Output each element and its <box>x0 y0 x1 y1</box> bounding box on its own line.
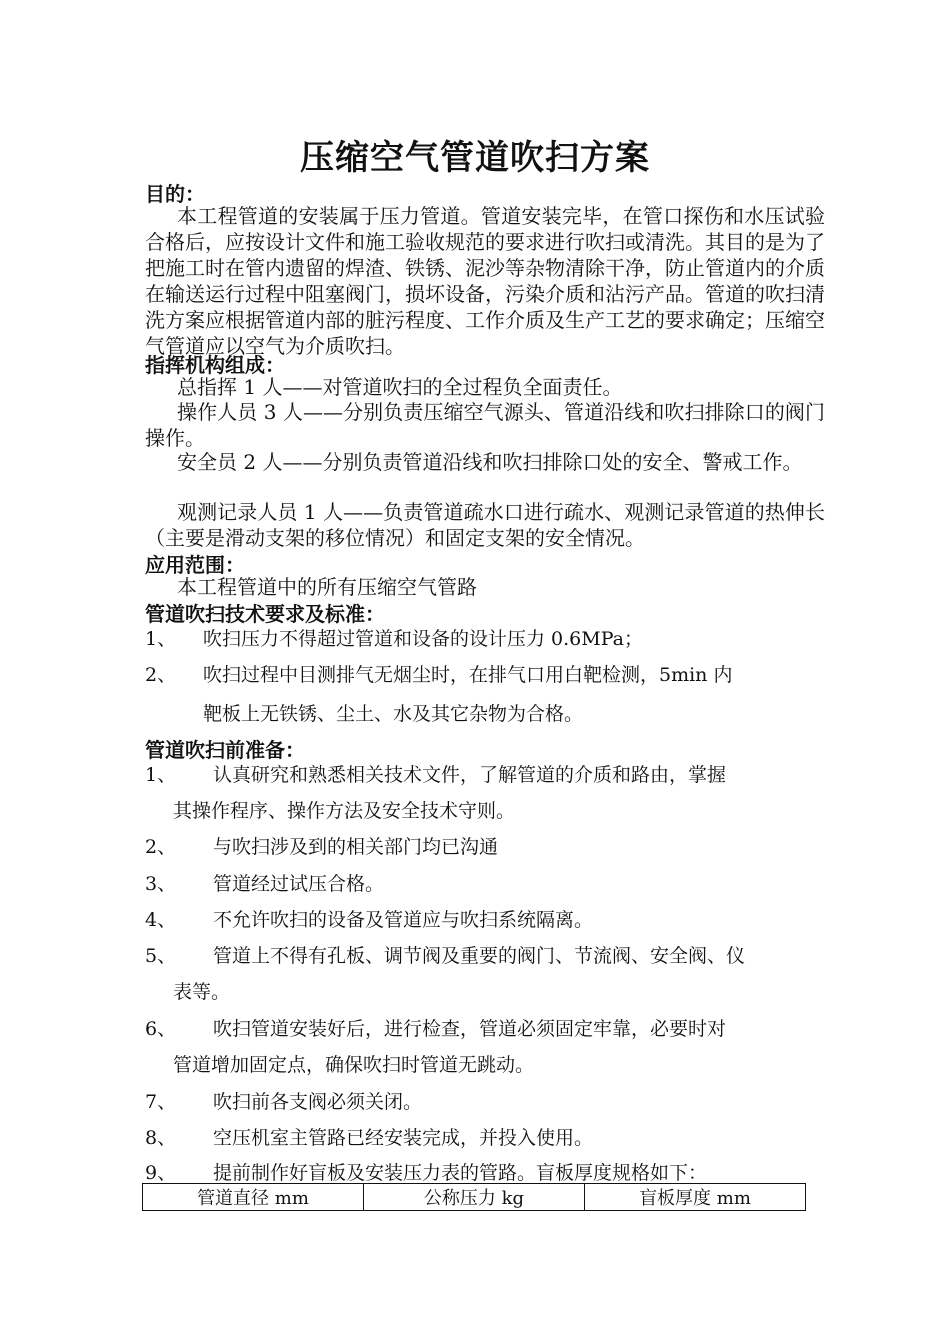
item-text: 空压机室主管路已经安装完成，并投入使用。 <box>213 1127 594 1149</box>
command-line-3: 安全员 2 人——分别负责管道沿线和吹扫排除口处的安全、警戒工作。 <box>177 450 803 474</box>
requirement-item-2 <box>145 660 810 687</box>
table-header-cell: 公称压力 kg <box>364 1184 585 1211</box>
item-text-cont: 靶板上无铁锈、尘土、水及其它杂物为合格。 <box>203 703 584 725</box>
blind-plate-table <box>142 1183 806 1211</box>
item-number: 3、 <box>145 873 177 895</box>
requirement-item-2-cont <box>145 699 810 726</box>
item-text: 吹扫管道安装好后，进行检查，管道必须固定牢靠，必要时对 <box>213 1018 727 1040</box>
prep-item-6 <box>145 1014 810 1041</box>
prep-item-5-cont <box>145 977 810 1004</box>
prep-item-5 <box>145 941 810 968</box>
item-number: 5、 <box>145 945 177 967</box>
scope-paragraph: 本工程管道中的所有压缩空气管路 <box>177 575 477 599</box>
prep-item-8 <box>145 1123 810 1150</box>
command-line-2: 操作人员 3 人——分别负责压缩空气源头、管道沿线和吹扫排除口的阀门操作。 <box>145 400 825 450</box>
item-text: 认真研究和熟悉相关技术文件，了解管道的介质和路由，掌握 <box>213 764 727 786</box>
item-number: 6、 <box>145 1018 177 1040</box>
prep-item-3 <box>145 869 810 896</box>
item-text: 管道上不得有孔板、调节阀及重要的阀门、节流阀、安全阀、仪 <box>213 945 746 967</box>
command-line-1: 总指挥 1 人——对管道吹扫的全过程负全面责任。 <box>177 375 623 399</box>
prep-item-6-cont <box>145 1050 810 1077</box>
prep-item-2 <box>145 832 810 859</box>
item-text: 不允许吹扫的设备及管道应与吹扫系统隔离。 <box>213 909 594 931</box>
item-number: 1、 <box>145 628 177 650</box>
item-number: 9、 <box>145 1162 177 1184</box>
prep-item-7 <box>145 1087 810 1114</box>
item-text: 吹扫前各支阀必须关闭。 <box>213 1091 423 1113</box>
item-text-cont: 管道增加固定点，确保吹扫时管道无跳动。 <box>173 1054 535 1076</box>
table-header-cell: 盲板厚度 mm <box>585 1184 806 1211</box>
section-heading-purpose: 目的： <box>145 182 205 206</box>
document-title: 压缩空气管道吹扫方案 <box>300 138 650 178</box>
item-text-cont: 表等。 <box>173 981 231 1003</box>
requirement-item-1 <box>145 624 810 651</box>
item-number: 7、 <box>145 1091 177 1113</box>
item-number: 2、 <box>145 836 177 858</box>
item-text: 提前制作好盲板及安装压力表的管路。盲板厚度规格如下： <box>213 1162 708 1184</box>
prep-item-4 <box>145 905 810 932</box>
section-heading-preparation: 管道吹扫前准备： <box>145 738 305 762</box>
prep-item-1 <box>145 760 810 787</box>
prep-item-9 <box>145 1158 810 1185</box>
section-heading-requirements: 管道吹扫技术要求及标准： <box>145 602 385 626</box>
command-line-4: 观测记录人员 1 人——负责管道疏水口进行疏水、观测记录管道的热伸长（主要是滑动支架的移位情况）和固定支架的安全情况。 <box>145 500 825 550</box>
item-number: 4、 <box>145 909 177 931</box>
item-text: 吹扫压力不得超过管道和设备的设计压力 0.6MPa； <box>203 628 643 650</box>
purpose-paragraph: 本工程管道的安装属于压力管道。管道安装完毕，在管口探伤和水压试验合格后，应按设计文件和施工验收规范的要求进行吹扫或清洗。其目的是为了把施工时在管内遗留的焊渣、铁锈、泥沙等杂物清除干净，防止管道内的介质在输送运行过程中阻塞阀门，损坏设备，污染介质和沾污产品。管道的吹扫清洗方案应根据管道内部的脏污程度、工作介质及生产工艺的要求确定；压缩空气管道应以空气为介质吹扫。 <box>145 204 825 358</box>
item-number: 1、 <box>145 764 177 786</box>
prep-item-1-cont <box>145 796 810 823</box>
section-heading-command: 指挥机构组成： <box>145 353 285 377</box>
item-text: 与吹扫涉及到的相关部门均已沟通 <box>213 836 499 858</box>
table-header-row <box>143 1184 806 1211</box>
item-text: 管道经过试压合格。 <box>213 873 385 895</box>
item-number: 2、 <box>145 664 177 686</box>
item-text: 吹扫过程中目测排气无烟尘时，在排气口用白靶检测，5min 内 <box>203 664 733 686</box>
section-heading-scope: 应用范围： <box>145 553 245 577</box>
item-number: 8、 <box>145 1127 177 1149</box>
table-header-cell: 管道直径 mm <box>143 1184 364 1211</box>
item-text-cont: 其操作程序、操作方法及安全技术守则。 <box>173 800 516 822</box>
